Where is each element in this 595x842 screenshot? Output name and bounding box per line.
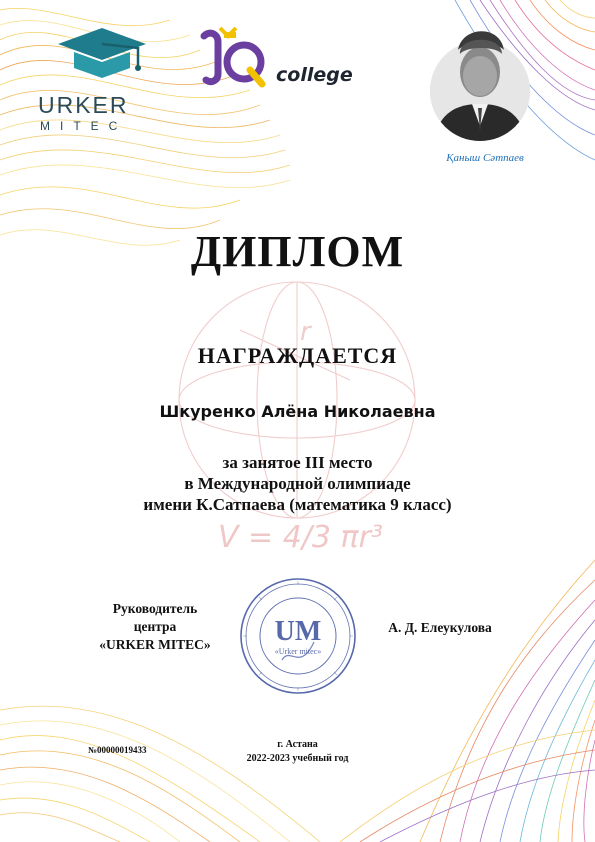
head-label-line: «URKER MITEC» bbox=[99, 637, 211, 652]
svg-text:r: r bbox=[300, 317, 311, 347]
awarded-heading: НАГРАЖДАЕТСЯ bbox=[197, 343, 398, 368]
seal-initials: UM bbox=[274, 616, 322, 647]
head-label-line: Руководитель bbox=[112, 601, 198, 616]
school-year-label: 2022-2023 учебный год bbox=[246, 753, 349, 764]
award-reason bbox=[0, 452, 595, 515]
portrait-caption: Қаныш Сәтпаев bbox=[446, 152, 524, 164]
iq-logo-icon bbox=[196, 26, 276, 92]
diploma-title: ДИПЛОМ bbox=[190, 227, 405, 276]
city-label: г. Астана bbox=[277, 739, 318, 750]
official-seal bbox=[238, 576, 358, 696]
recipient-name: Шкуренко Алёна Николаевна bbox=[159, 402, 436, 421]
portrait-photo bbox=[428, 16, 532, 150]
reason-line: за занятое III место bbox=[222, 453, 373, 472]
seal-inner-text: «Urker mitec» bbox=[274, 647, 322, 656]
urker-logo-text: URKER bbox=[38, 92, 129, 118]
head-label-line: центра bbox=[133, 619, 177, 634]
city-and-year bbox=[215, 738, 380, 766]
watermark-formula: V = 4/3 πr³ bbox=[218, 520, 383, 555]
head-of-center-label bbox=[80, 600, 230, 654]
mitec-logo-text: MITEC bbox=[40, 119, 128, 133]
reason-line: в Международной олимпиаде bbox=[184, 474, 411, 493]
college-logo-text: college bbox=[276, 64, 353, 86]
reason-line: имени К.Сатпаева (математика 9 класс) bbox=[143, 495, 452, 514]
diploma-number: №00000019433 bbox=[88, 745, 147, 755]
head-of-center-name: А. Д. Елеукулова bbox=[388, 620, 492, 635]
graduation-cap-icon bbox=[52, 22, 152, 90]
